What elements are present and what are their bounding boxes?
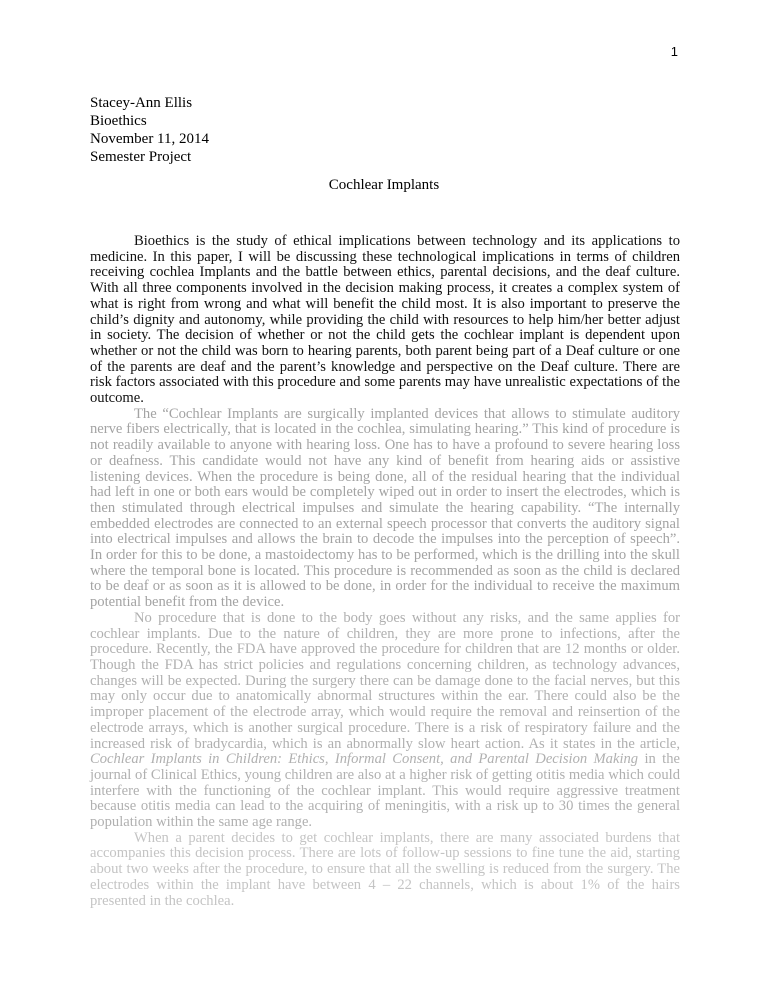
assignment-name: Semester Project [90,149,192,165]
paragraph-risks-text-before: No procedure that is done to the body goes without any risks, and the same applies for cochlear implants. Due to the nature of children, they are more prone to infections, after the procedure. Recently, the FDA have approved the procedure for children that are 12 months or older. Though the FDA has strict policies and regulations concerning children, as technology advances, changes will be expected. During the surgery there can be damage done to the facial nerves, but this may only occur due to anatomically abnormal structures within the ear. There could also be the improper placement of the electrode array, which would require the removal and reinsertion of the electrode arrays, which is another surgical procedure. There is a risk of respiratory failure and the increased risk of bradycardia, which is an abnormally slow heart action. As it states in the article, [90,609,680,752]
header-block [90,94,209,166]
paragraph-risks-text-after: in the journal of Clinical Ethics, young children are also at a higher risk of getting otitis media which could interfere with the functioning of the cochlear implant. This would require aggressive treatment because otitis media can lead to the acquiring of meningitis, with a risk up to 30 times the general population within the same age range. [90,751,681,831]
document-body [90,234,680,909]
paragraph-burdens: When a parent decides to get cochlear implants, there are many associated burdens that accompanies this decision process. There are lots of follow-up sessions to fine tune the aid, starting about two weeks after the procedure, to ensure that all the swelling is reduced from the surgery. The electrodes within the implant have between 4 – 22 channels, which is about 1% of the hairs presented in the cochlea. [90,829,680,909]
article-citation: Cochlear Implants in Children: Ethics, Informal Consent, and Parental Decision Making [90,751,639,768]
page-number: 1 [670,44,678,59]
paragraph-intro: Bioethics is the study of ethical implications between technology and its applications to medicine. In this paper, I will be discussing these technological implications in terms of children receiving cochlea Implants and the battle between ethics, parental decisions, and the deaf culture. With all three components involved in the decision making process, it creates a complex system of what is right from wrong and what will benefit the child most. It is also important to preserve the child’s dignity and autonomy, while providing the child with resources to help him/her better adjust in society. The decision of whether or not the child gets the cochlear implant is dependent upon whether or not the child was born to hearing parents, both parent being part of a Deaf culture or one of the parents are deaf and the parent’s knowledge and perspective on the Deaf culture. There are risk factors associated with this procedure and some parents may have unrealistic expectations of the outcome. [90,233,680,407]
course-name: Bioethics [90,113,147,129]
author-name: Stacey-Ann Ellis [90,95,193,111]
document-date: November 11, 2014 [90,131,210,147]
paragraph-definition: The “Cochlear Implants are surgically implanted devices that allows to stimulate auditory nerve fibers electrically, that is located in the cochlea, simulating hearing.” This kind of procedure is not readily available to anyone with hearing loss. One has to have a profound to severe hearing loss or deafness. This candidate would not have any kind of benefit from hearing aids or assistive listening devices. When the procedure is being done, all of the residual hearing that the individual had left in one or both ears would be completely wiped out in order to insert the electrodes, which is then stimulated through electrical impulses and simulate the hearing capability. “The internally embedded electrodes are connected to an external speech processor that converts the auditory signal into electrical impulses and allows the brain to decode the impulses into the perception of speech”. In order for this to be done, a mastoidectomy has to be performed, which is the drilling into the skull where the temporal bone is located. This procedure is recommended as soon as the child is declared to be deaf or as soon as it is allowed to be done, in order for the individual to receive the maximum potential benefit from the device. [90,405,680,611]
document-title: Cochlear Implants [328,177,440,193]
paragraph-risks [90,611,680,831]
